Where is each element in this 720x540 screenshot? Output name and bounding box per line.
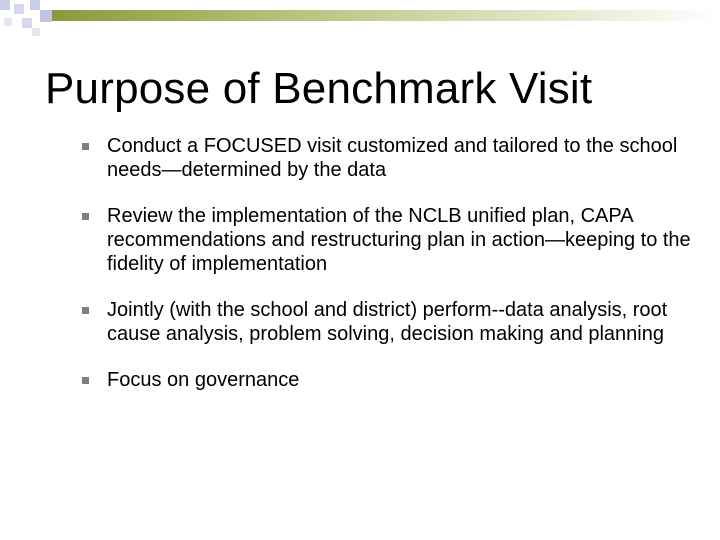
bullet-list [82, 134, 692, 414]
square-bullet-icon [82, 213, 89, 220]
bullet-text: Jointly (with the school and district) perform--data analysis, root cause analysis, problem solving, decision making and planning [107, 299, 668, 345]
square-bullet-icon [82, 307, 89, 314]
square-bullet-icon [82, 377, 89, 384]
deco-square [22, 18, 32, 28]
bullet-text: Focus on governance [107, 369, 300, 391]
gradient-bar [52, 10, 720, 21]
bullet-item [82, 134, 692, 182]
deco-square [30, 0, 40, 10]
bullet-item [82, 204, 692, 276]
slide-title: Purpose of Benchmark Visit [45, 64, 593, 113]
deco-square [0, 0, 10, 10]
bullet-item [82, 368, 692, 392]
deco-square [32, 28, 40, 36]
deco-square [40, 10, 52, 22]
header-decoration [0, 0, 720, 60]
bullet-text: Review the implementation of the NCLB unified plan, CAPA recommendations and restructuring plan in action—keeping to the fidelity of implementation [107, 205, 691, 275]
bullet-item [82, 298, 692, 346]
square-bullet-icon [82, 143, 89, 150]
deco-square [14, 4, 24, 14]
deco-square [4, 18, 12, 26]
bullet-text: Conduct a FOCUSED visit customized and tailored to the school needs—determined by the data [107, 135, 678, 181]
